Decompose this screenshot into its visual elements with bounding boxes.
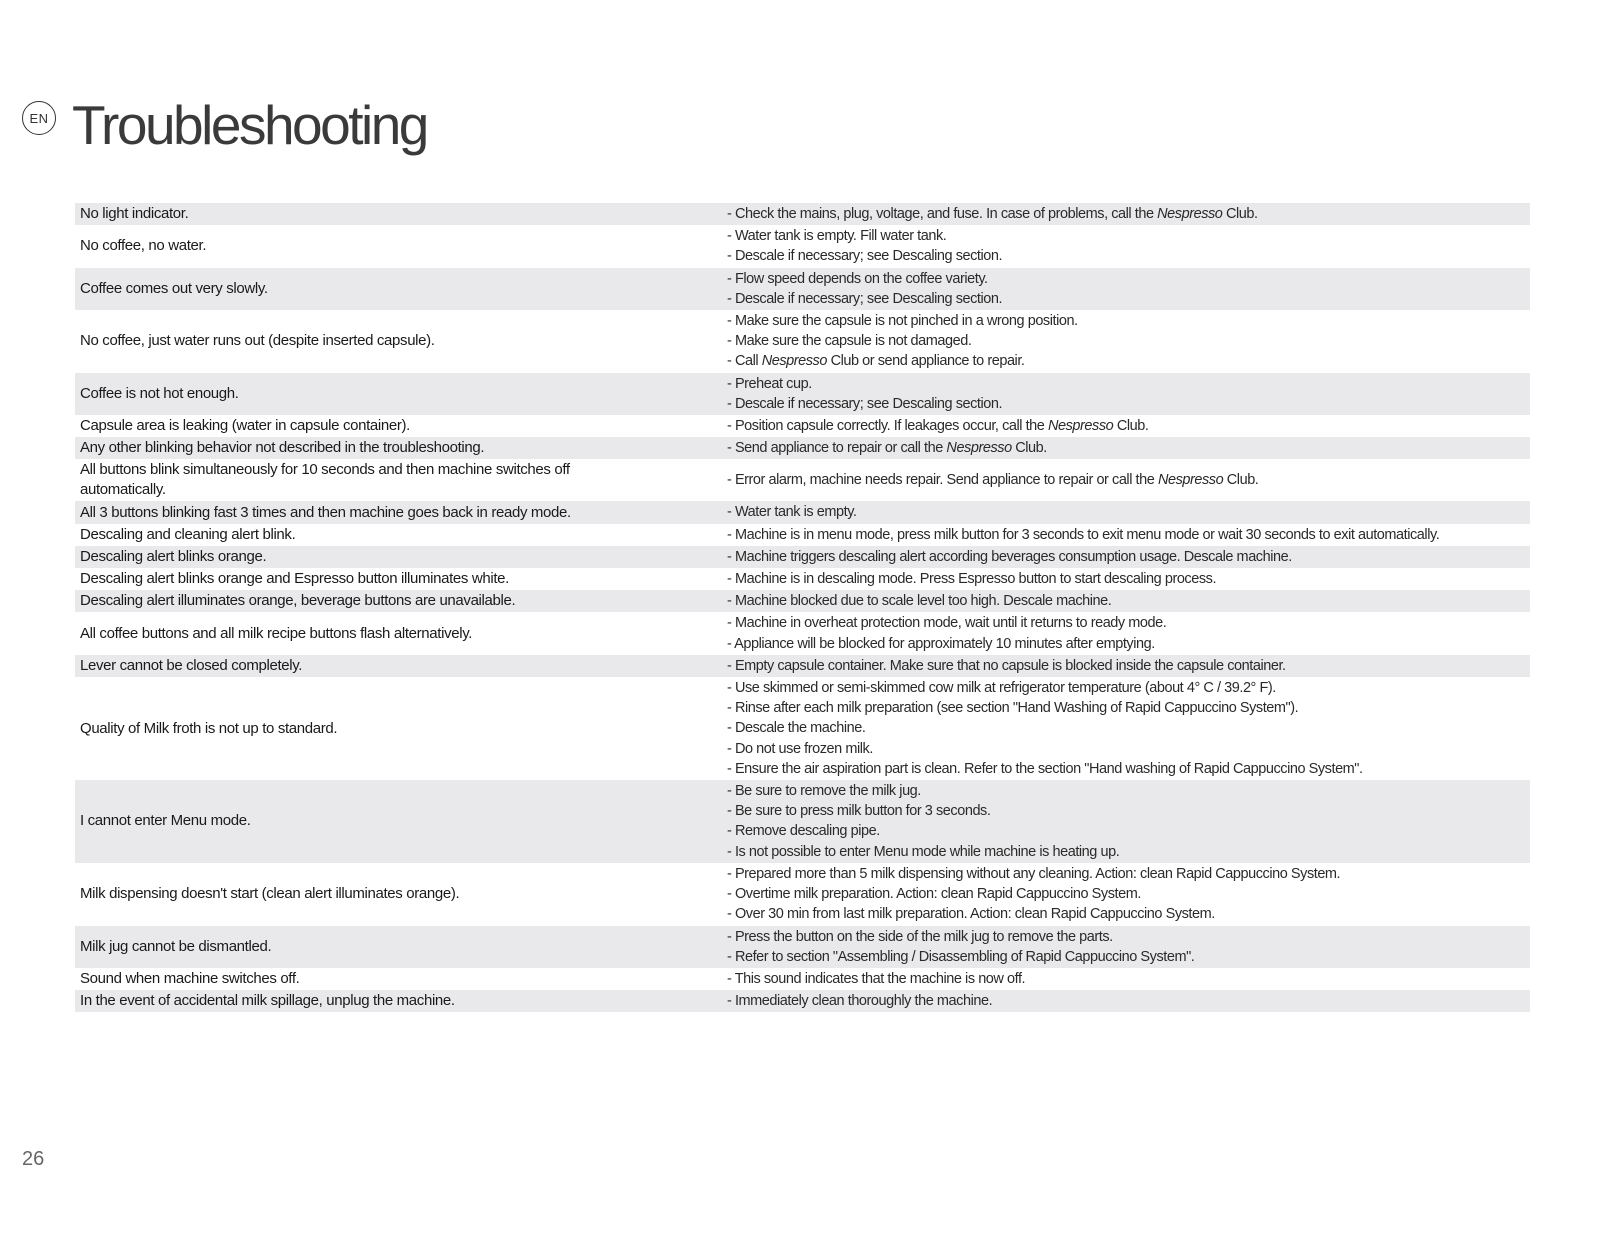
solution-text: Club. bbox=[1011, 440, 1047, 457]
solution-line bbox=[727, 718, 1525, 738]
problem-cell: Descaling alert blinks orange and Espresso button illuminates white. bbox=[80, 570, 509, 588]
table-row bbox=[75, 459, 1530, 501]
problem-cell: No light indicator. bbox=[75, 203, 650, 225]
table-row bbox=[75, 655, 1530, 677]
solution-text: - Be sure to remove the milk jug. bbox=[727, 783, 921, 800]
solution-text: - Overtime milk preparation. Action: clean Rapid Cappuccino System. bbox=[727, 886, 1141, 903]
solution-cell bbox=[650, 655, 1530, 677]
table-row bbox=[75, 268, 1530, 310]
problem-cell: Milk jug cannot be dismantled. bbox=[75, 926, 650, 968]
solution-line bbox=[727, 311, 1525, 331]
problem-cell: No coffee, no water. bbox=[80, 237, 207, 255]
solution-line bbox=[727, 289, 1525, 309]
table-row bbox=[75, 926, 1530, 968]
solution-cell bbox=[650, 780, 1530, 863]
solution-text: - Prepared more than 5 milk dispensing without any cleaning. Action: clean Rapid Cappuccino System. bbox=[727, 865, 1341, 882]
table-row bbox=[75, 225, 1530, 267]
table-row bbox=[75, 415, 1530, 437]
solution-text: Club. bbox=[1223, 472, 1259, 489]
solution-line bbox=[727, 246, 1525, 266]
solution-cell bbox=[650, 677, 1530, 780]
solution-line bbox=[727, 801, 1525, 821]
solution-text: - Descale if necessary; see Descaling section. bbox=[727, 248, 1003, 265]
table-row bbox=[75, 524, 1530, 546]
table-row bbox=[75, 612, 1530, 654]
table-row bbox=[75, 546, 1530, 568]
page-title: Troubleshooting bbox=[72, 94, 427, 156]
solution-text: - Preheat cup. bbox=[727, 375, 812, 392]
problem-cell: Descaling alert blinks orange. bbox=[75, 546, 650, 568]
solution-text: - Machine is in menu mode, press milk button for 3 seconds to exit menu mode or wait 30 seconds to exit automatically. bbox=[727, 526, 1440, 543]
solution-line bbox=[727, 591, 1525, 611]
solution-line bbox=[727, 416, 1525, 436]
solution-line bbox=[727, 525, 1525, 545]
solution-line bbox=[727, 204, 1525, 224]
table-row bbox=[75, 203, 1530, 225]
solution-line bbox=[727, 226, 1525, 246]
solution-text: - This sound indicates that the machine is now off. bbox=[727, 970, 1026, 987]
solution-text: - Over 30 min from last milk preparation. Action: clean Rapid Cappuccino System. bbox=[727, 906, 1215, 923]
solution-text: - Error alarm, machine needs repair. Send appliance to repair or call the bbox=[727, 472, 1158, 489]
problem-cell: I cannot enter Menu mode. bbox=[75, 780, 650, 863]
problem-cell: No coffee, just water runs out (despite inserted capsule). bbox=[80, 332, 435, 350]
solution-line bbox=[727, 374, 1525, 394]
problem-cell: All 3 buttons blinking fast 3 times and then machine goes back in ready mode. bbox=[75, 501, 650, 523]
table-row bbox=[75, 990, 1530, 1012]
solution-text: - Descale if necessary; see Descaling section. bbox=[727, 395, 1003, 412]
solution-line bbox=[727, 394, 1525, 414]
solution-line bbox=[727, 438, 1525, 458]
solution-text: - Machine blocked due to scale level too high. Descale machine. bbox=[727, 593, 1112, 610]
solution-cell bbox=[650, 225, 1530, 267]
solution-text: - Empty capsule container. Make sure that no capsule is blocked inside the capsule container. bbox=[727, 657, 1286, 674]
solution-text: - Ensure the air aspiration part is clean. Refer to the section "Hand washing of Rapid Cappuccino System". bbox=[727, 760, 1363, 777]
table-row bbox=[75, 590, 1530, 612]
solution-text: - Check the mains, plug, voltage, and fuse. In case of problems, call the bbox=[727, 206, 1158, 222]
problem-cell: Coffee comes out very slowly. bbox=[75, 268, 650, 310]
troubleshooting-table-body bbox=[75, 203, 1530, 1012]
problem-cell: Coffee is not hot enough. bbox=[75, 373, 650, 415]
solution-text: - Press the button on the side of the milk jug to remove the parts. bbox=[727, 928, 1113, 945]
solution-text: - Immediately clean thoroughly the machine. bbox=[727, 993, 993, 1010]
brand-name: Nespresso bbox=[1157, 206, 1223, 222]
solution-text: - Use skimmed or semi-skimmed cow milk at refrigerator temperature (about 4° C / 39.2° F). bbox=[727, 680, 1276, 697]
solution-line bbox=[727, 884, 1525, 904]
solution-text: - Be sure to press milk button for 3 seconds. bbox=[727, 803, 991, 820]
solution-text: - Water tank is empty. Fill water tank. bbox=[727, 228, 947, 245]
solution-text: - Refer to section "Assembling / Disassembling of Rapid Cappuccino System". bbox=[727, 948, 1195, 965]
solution-line bbox=[727, 969, 1525, 989]
solution-cell bbox=[650, 990, 1530, 1012]
solution-line bbox=[727, 759, 1525, 779]
solution-cell bbox=[650, 437, 1530, 459]
troubleshooting-table bbox=[75, 203, 1530, 1012]
solution-cell bbox=[650, 501, 1530, 523]
solution-text: - Descale the machine. bbox=[727, 720, 866, 737]
brand-name: Nespresso bbox=[761, 353, 827, 370]
solution-text: - Machine is in descaling mode. Press Espresso button to start descaling process. bbox=[727, 571, 1217, 588]
solution-text: - Is not possible to enter Menu mode while machine is heating up. bbox=[727, 843, 1120, 860]
solution-cell bbox=[650, 310, 1530, 373]
solution-line bbox=[727, 547, 1525, 567]
solution-cell bbox=[650, 546, 1530, 568]
problem-cell: Milk dispensing doesn't start (clean alert illuminates orange). bbox=[80, 885, 460, 903]
solution-text: - Position capsule correctly. If leakages occur, call the bbox=[727, 418, 1048, 435]
solution-line bbox=[727, 781, 1525, 801]
solution-line bbox=[727, 904, 1525, 924]
problem-cell: Descaling and cleaning alert blink. bbox=[80, 525, 296, 543]
table-row bbox=[75, 568, 1530, 590]
solution-line bbox=[727, 269, 1525, 289]
solution-cell bbox=[650, 373, 1530, 415]
page-number: 26 bbox=[22, 1148, 45, 1170]
solution-text: - Remove descaling pipe. bbox=[727, 823, 880, 840]
solution-text: Club. bbox=[1113, 418, 1149, 435]
solution-line bbox=[727, 678, 1525, 698]
brand-name: Nespresso bbox=[946, 440, 1012, 457]
solution-text: - Machine triggers descaling alert according beverages consumption usage. Descale machine. bbox=[727, 548, 1292, 565]
solution-cell bbox=[650, 415, 1530, 437]
solution-line bbox=[727, 470, 1525, 490]
solution-line bbox=[727, 634, 1525, 654]
solution-line bbox=[727, 331, 1525, 351]
problem-cell: In the event of accidental milk spillage, unplug the machine. bbox=[75, 990, 650, 1012]
solution-line bbox=[727, 864, 1525, 884]
solution-line bbox=[727, 698, 1525, 718]
solution-text: - Do not use frozen milk. bbox=[727, 740, 873, 757]
solution-cell bbox=[650, 268, 1530, 310]
solution-text: - Descale if necessary; see Descaling section. bbox=[727, 290, 1003, 307]
solution-line bbox=[727, 739, 1525, 759]
solution-cell bbox=[650, 612, 1530, 654]
solution-line bbox=[727, 502, 1525, 522]
solution-line bbox=[727, 927, 1525, 947]
solution-cell bbox=[650, 459, 1530, 501]
problem-cell: All buttons blink simultaneously for 10 seconds and then machine switches off automatically. bbox=[80, 461, 570, 499]
table-row bbox=[75, 677, 1530, 780]
table-row bbox=[75, 373, 1530, 415]
solution-cell bbox=[650, 968, 1530, 990]
solution-text: - Flow speed depends on the coffee variety. bbox=[727, 270, 988, 287]
solution-cell bbox=[650, 863, 1530, 926]
solution-line bbox=[727, 656, 1525, 676]
problem-cell: Quality of Milk froth is not up to standard. bbox=[80, 719, 338, 737]
solution-text: - Make sure the capsule is not damaged. bbox=[727, 333, 972, 350]
solution-text: - Appliance will be blocked for approximately 10 minutes after emptying. bbox=[727, 635, 1155, 652]
solution-text: - Call bbox=[727, 353, 762, 370]
solution-text: - Machine in overheat protection mode, wait until it returns to ready mode. bbox=[727, 615, 1167, 632]
solution-line bbox=[727, 842, 1525, 862]
problem-cell: Capsule area is leaking (water in capsule container). bbox=[80, 417, 410, 435]
problem-cell: Any other blinking behavior not described in the troubleshooting. bbox=[75, 437, 650, 459]
table-row bbox=[75, 780, 1530, 863]
brand-name: Nespresso bbox=[1048, 418, 1114, 435]
language-badge: EN bbox=[22, 101, 56, 135]
solution-text: - Send appliance to repair or call the bbox=[727, 440, 947, 457]
table-row bbox=[75, 863, 1530, 926]
table-row bbox=[75, 501, 1530, 523]
solution-text: - Water tank is empty. bbox=[727, 504, 857, 521]
table-row bbox=[75, 968, 1530, 990]
table-row bbox=[75, 437, 1530, 459]
solution-text: Club or send appliance to repair. bbox=[826, 353, 1025, 370]
problem-cell: Descaling alert illuminates orange, beverage buttons are unavailable. bbox=[75, 590, 650, 612]
solution-text: - Make sure the capsule is not pinched in a wrong position. bbox=[727, 313, 1078, 330]
table-row bbox=[75, 310, 1530, 373]
solution-cell bbox=[650, 590, 1530, 612]
solution-line bbox=[727, 351, 1525, 371]
solution-cell bbox=[650, 524, 1530, 546]
solution-line bbox=[727, 947, 1525, 967]
solution-cell bbox=[650, 203, 1530, 225]
problem-cell: Sound when machine switches off. bbox=[80, 970, 300, 987]
solution-cell bbox=[650, 926, 1530, 968]
solution-text: - Rinse after each milk preparation (see section "Hand Washing of Rapid Cappuccino System"). bbox=[727, 700, 1299, 717]
solution-line bbox=[727, 821, 1525, 841]
solution-line bbox=[727, 991, 1525, 1011]
solution-line bbox=[727, 569, 1525, 589]
problem-cell: Lever cannot be closed completely. bbox=[75, 655, 650, 677]
solution-text: Club. bbox=[1222, 206, 1258, 222]
problem-cell: All coffee buttons and all milk recipe buttons flash alternatively. bbox=[80, 624, 473, 642]
solution-cell bbox=[650, 568, 1530, 590]
brand-name: Nespresso bbox=[1157, 472, 1224, 489]
solution-line bbox=[727, 613, 1525, 633]
